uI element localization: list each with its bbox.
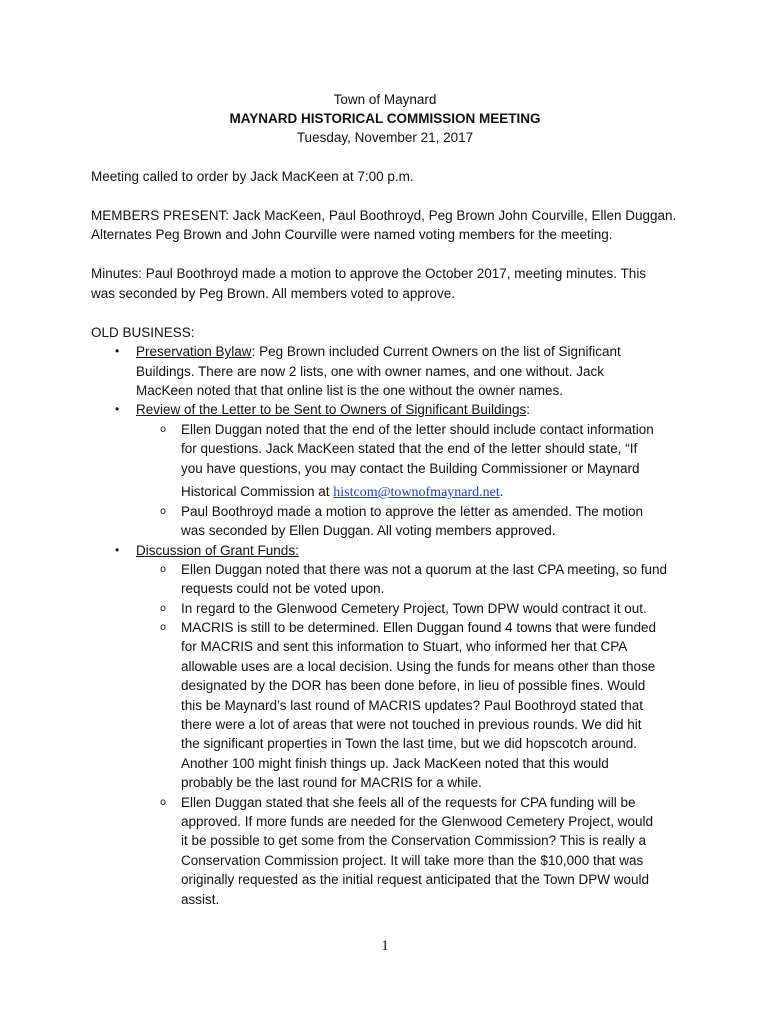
- grant-item1-line-2: requests could not be voted upon.: [181, 581, 385, 596]
- page-number: 1: [381, 938, 389, 954]
- sub-bullet-icon: o: [160, 797, 167, 808]
- sub-bullet-icon: o: [160, 603, 167, 614]
- minutes-line-2: was seconded by Peg Brown. All members voted to approve.: [91, 286, 455, 301]
- grant-item4-line-3: it be possible to get some from the Conservation Commission? This is really a: [181, 833, 646, 848]
- grant-item3-line-8: Another 100 might finish things up. Jack MacKeen noted that this would: [181, 756, 609, 771]
- grants-heading: Discussion of Grant Funds:: [136, 543, 299, 558]
- email-link[interactable]: histcom@townofmaynard.net: [333, 485, 500, 500]
- sub-bullet-icon: o: [160, 506, 167, 517]
- bullet-icon: •: [115, 543, 120, 557]
- grant-item3-line-6: there were a lot of areas that were not touched in previous rounds. We did hit: [181, 717, 642, 732]
- minutes-line-1: Minutes: Paul Boothroyd made a motion to approve the October 2017, meeting minutes. This: [91, 266, 647, 281]
- grant-item2-line-1: In regard to the Glenwood Cemetery Project, Town DPW would contract it out.: [181, 601, 647, 616]
- bylaw-text: : Peg Brown included Current Owners on the list of Significant: [251, 344, 621, 359]
- sub-bullet-icon: o: [160, 564, 167, 575]
- sub-bullet-icon: o: [160, 622, 167, 633]
- grant-item3-line-5: this be Maynard’s last round of MACRIS updates? Paul Boothroyd stated that: [181, 698, 644, 713]
- letter-colon: :: [526, 402, 530, 417]
- bylaw-line-1: [136, 342, 621, 362]
- letter-item1-line-4: [181, 482, 503, 503]
- meeting-date: Tuesday, November 21, 2017: [296, 130, 474, 145]
- grant-item3-line-3: allowable uses are a local decision. Using the funds for means other than those: [181, 659, 656, 674]
- letter-title: Review of the Letter to be Sent to Owners of Significant Buildings: [136, 402, 527, 417]
- bullet-icon: •: [115, 402, 120, 416]
- town-name: Town of Maynard: [333, 92, 437, 107]
- bylaw-line-2: Buildings. There are now 2 lists, one with owner names, and one without. Jack: [136, 364, 605, 379]
- letter-heading: [136, 400, 530, 420]
- email-prefix: Historical Commission at: [181, 484, 334, 499]
- grant-item3-line-9: probably be the last round for MACRIS for a while.: [181, 775, 482, 790]
- grant-item3-line-1: MACRIS is still to be determined. Ellen Duggan found 4 towns that were funded: [181, 620, 657, 635]
- grant-item4-line-4: Conservation Commission project. It will take more than the $10,000 that was: [181, 853, 644, 868]
- grant-item4-line-2: approved. If more funds are needed for the Glenwood Cemetery Project, would: [181, 814, 654, 829]
- grant-item4-line-5: originally requested as the initial request anticipated that the Town DPW would: [181, 872, 650, 887]
- email-suffix: .: [499, 485, 504, 500]
- members-present-line-1: MEMBERS PRESENT: Jack MacKeen, Paul Boothroyd, Peg Brown John Courville, Ellen Duggan.: [91, 208, 677, 223]
- letter-item1-line-1: Ellen Duggan noted that the end of the letter should include contact information: [181, 422, 654, 437]
- letter-item1-line-2: for questions. Jack MacKeen stated that the end of the letter should state, “If: [181, 441, 638, 456]
- bylaw-line-3: MacKeen noted that that online list is the one without the owner names.: [136, 383, 564, 398]
- sub-bullet-icon: o: [160, 424, 167, 435]
- members-present-line-2: Alternates Peg Brown and John Courville were named voting members for the meeting.: [91, 227, 613, 242]
- grant-item1-line-1: Ellen Duggan noted that there was not a quorum at the last CPA meeting, so fund: [181, 562, 668, 577]
- old-business-heading: OLD BUSINESS:: [91, 325, 195, 340]
- grant-item3-line-2: for MACRIS and sent this information to Stuart, who informed her that CPA: [181, 639, 628, 654]
- letter-item2-line-1: Paul Boothroyd made a motion to approve the letter as amended. The motion: [181, 504, 644, 519]
- grant-item4-line-6: assist.: [181, 892, 220, 907]
- letter-item2-line-2: was seconded by Ellen Duggan. All voting members approved.: [181, 523, 556, 538]
- bylaw-title: Preservation Bylaw: [136, 344, 252, 359]
- grant-item3-line-4: designated by the DOR has been done before, in lieu of possible fines. Would: [181, 678, 646, 693]
- call-to-order: Meeting called to order by Jack MacKeen at 7:00 p.m.: [91, 169, 414, 184]
- letter-item1-line-3: you have questions, you may contact the Building Commissioner or Maynard: [181, 461, 640, 476]
- meeting-title: MAYNARD HISTORICAL COMMISSION MEETING: [229, 111, 541, 126]
- grant-item3-line-7: the significant properties in Town the last time, but we did hopscotch around.: [181, 736, 638, 751]
- grant-item4-line-1: Ellen Duggan stated that she feels all of the requests for CPA funding will be: [181, 795, 636, 810]
- bullet-icon: •: [115, 344, 120, 358]
